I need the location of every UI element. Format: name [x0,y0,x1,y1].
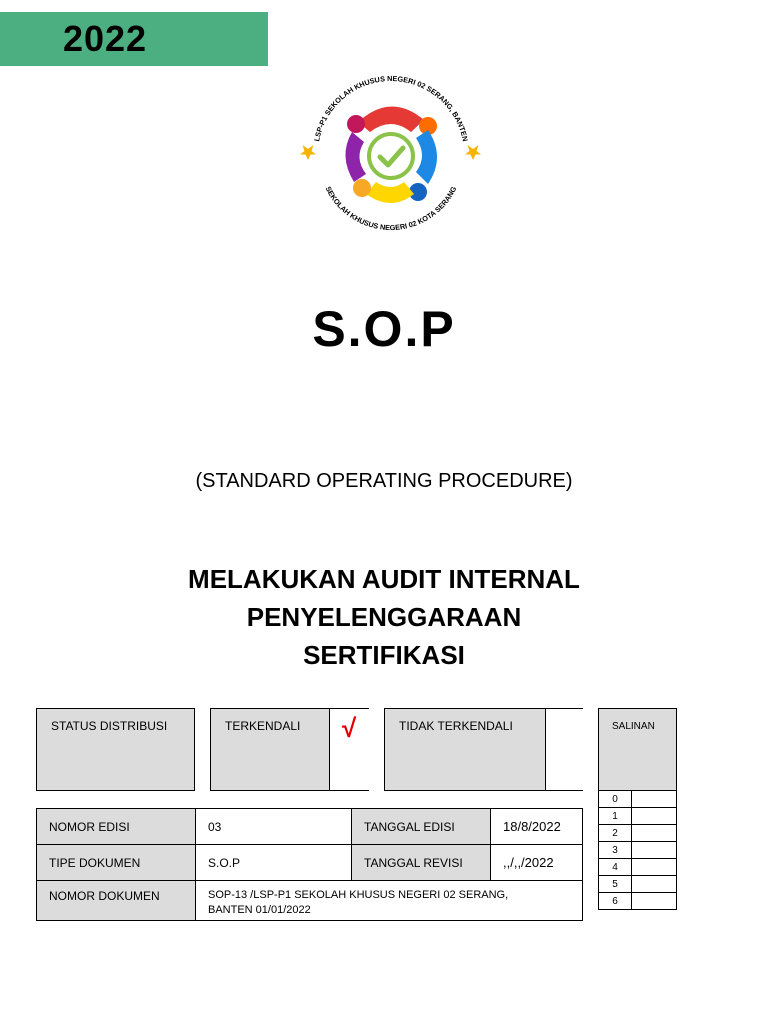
procedure-title-line-2: PENYELENGGARAAN [246,602,522,632]
uncontrolled-label: TIDAK TERKENDALI [399,719,513,733]
copy-cell [632,859,677,876]
uncontrolled-box [384,708,583,791]
revision-date-value: ,,/,,/2022 [491,845,583,881]
procedure-title-line-1: MELAKUKAN AUDIT INTERNAL [188,564,580,594]
doc-no-label: NOMOR DOKUMEN [37,881,196,921]
copy-number: 3 [599,842,632,859]
copy-cell [632,825,677,842]
copy-cell [632,842,677,859]
status-distribution-label: STATUS DISTRIBUSI [51,719,168,733]
table-row [599,859,677,876]
logo-top-text: LSP-P1 SEKOLAH KHUSUS NEGERI 02 SERANG, BANTEN [312,73,470,143]
document-info-table [36,808,583,921]
doc-type-label: TIPE DOKUMEN [37,845,196,881]
year-label: 2022 [62,18,148,59]
copy-number: 0 [599,791,632,808]
edition-date-label: TANGGAL EDISI [352,809,491,845]
controlled-check-cell [329,709,370,790]
revision-date-label: TANGGAL REVISI [352,845,491,881]
uncontrolled-check-cell [545,709,583,790]
edition-date-value: 18/8/2022 [491,809,583,845]
table-row [599,876,677,893]
copy-number: 4 [599,859,632,876]
table-row [599,825,677,842]
procedure-title [0,560,768,674]
table-row [599,808,677,825]
table-row [599,893,677,910]
procedure-title-line-3: SERTIFIKASI [303,640,465,670]
document-subtitle: (STANDARD OPERATING PROCEDURE) [195,470,573,492]
copy-number: 2 [599,825,632,842]
controlled-check-mark: √ [342,713,357,743]
copy-cell [632,791,677,808]
document-title: S.O.P [312,301,456,357]
status-distribution-box [36,708,195,791]
table-row [37,881,583,921]
edition-no-value: 03 [196,809,352,845]
table-row [37,809,583,845]
doc-type-value: S.O.P [196,845,352,881]
copy-number: 1 [599,808,632,825]
lsp-logo [296,72,486,237]
copy-cell [632,893,677,910]
table-row [37,845,583,881]
copy-box [598,708,677,791]
copy-cell [632,876,677,893]
controlled-label: TERKENDALI [225,719,301,733]
copy-label: SALINAN [612,721,655,732]
table-row [599,842,677,859]
copy-cell [632,808,677,825]
copies-table [598,790,677,910]
logo-bottom-text: SEKOLAH KHUSUS NEGERI 02 KOTA SERANG [323,184,459,233]
table-row [599,791,677,808]
edition-no-label: NOMOR EDISI [37,809,196,845]
copy-number: 5 [599,876,632,893]
copy-number: 6 [599,893,632,910]
doc-no-value: SOP-13 /LSP-P1 SEKOLAH KHUSUS NEGERI 02 SERANG, BANTEN 01/01/2022 [196,881,583,921]
controlled-box [210,708,369,791]
logo-people-ring [345,106,437,203]
year-banner [0,12,268,66]
